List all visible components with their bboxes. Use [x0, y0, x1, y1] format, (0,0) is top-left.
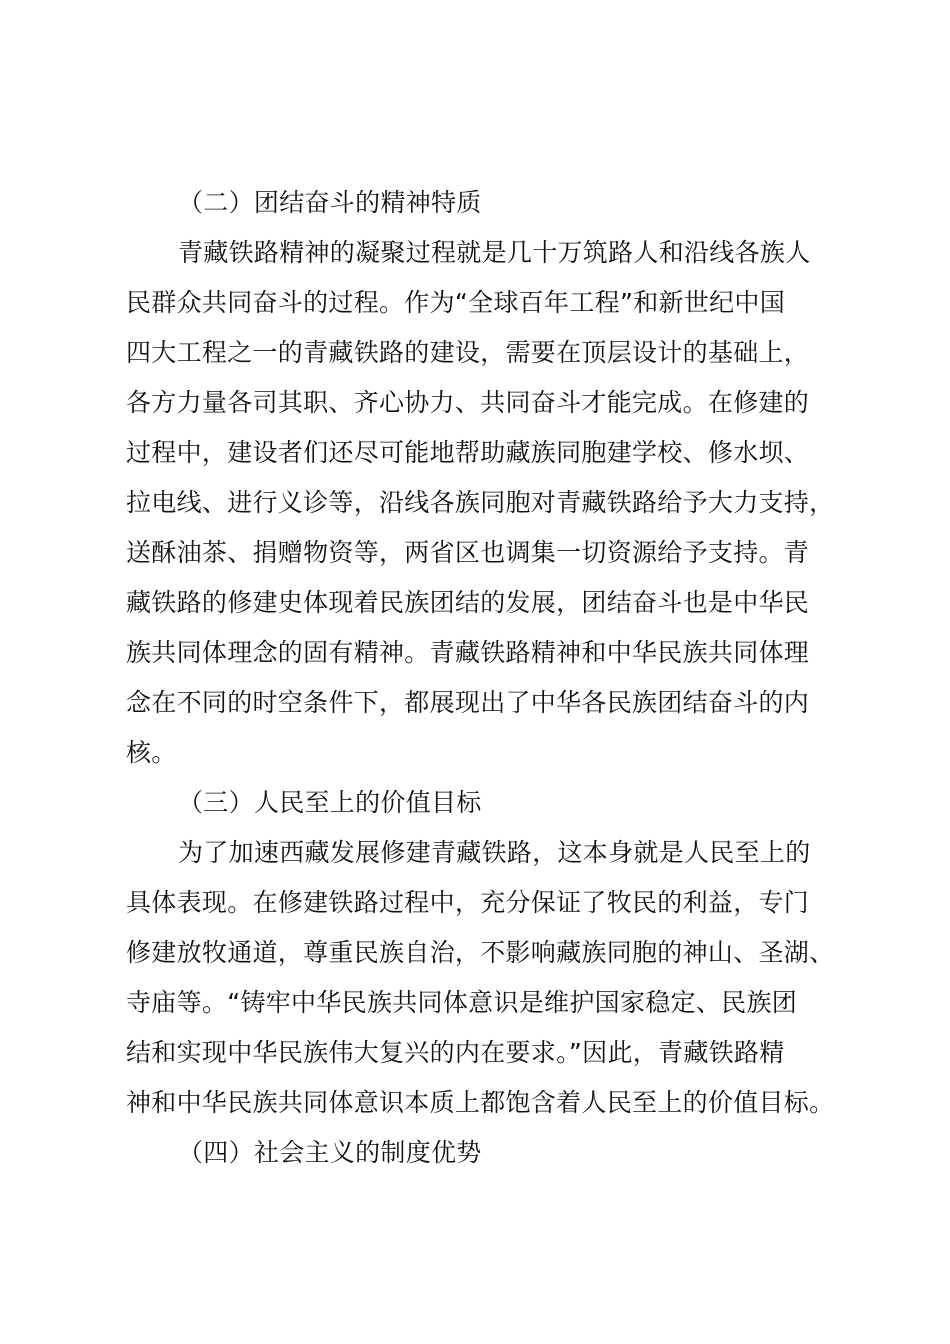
section-heading-2: （二）团结奋斗的精神特质	[178, 188, 482, 217]
section-heading-4: （四）社会主义的制度优势	[178, 1138, 482, 1167]
paragraph-line: 结和实现中华民族伟大复兴的内在要求。”因此，青藏铁路精	[126, 1038, 785, 1067]
paragraph-line: 核。	[126, 738, 177, 767]
section-heading-3: （三）人民至上的价值目标	[178, 788, 482, 817]
paragraph-line: 神和中华民族共同体意识本质上都饱含着人民至上的价值目标。	[126, 1088, 835, 1117]
paragraph-line: 各方力量各司其职、齐心协力、共同奋斗才能完成。在修建的	[126, 388, 810, 417]
paragraph-line: 藏铁路的修建史体现着民族团结的发展，团结奋斗也是中华民	[126, 588, 810, 617]
paragraph-line: 念在不同的时空条件下，都展现出了中华各民族团结奋斗的内	[126, 688, 810, 717]
paragraph-line: 修建放牧通道，尊重民族自治，不影响藏族同胞的神山、圣湖、	[126, 938, 835, 967]
paragraph-line: 青藏铁路精神的凝聚过程就是几十万筑路人和沿线各族人	[178, 238, 811, 267]
paragraph-line: 族共同体理念的固有精神。青藏铁路精神和中华民族共同体理	[126, 638, 810, 667]
paragraph-line: 具体表现。在修建铁路过程中，充分保证了牧民的利益，专门	[126, 888, 810, 917]
paragraph-line: 过程中，建设者们还尽可能地帮助藏族同胞建学校、修水坝、	[126, 438, 810, 467]
paragraph-line: 四大工程之一的青藏铁路的建设，需要在顶层设计的基础上，	[126, 338, 810, 367]
paragraph-line: 寺庙等。“铸牢中华民族共同体意识是维护国家稳定、民族团	[126, 988, 798, 1017]
paragraph-line: 拉电线、进行义诊等，沿线各族同胞对青藏铁路给予大力支持，	[126, 488, 835, 517]
paragraph-line: 为了加速西藏发展修建青藏铁路，这本身就是人民至上的	[178, 838, 811, 867]
paragraph-line: 送酥油茶、捐赠物资等，两省区也调集一切资源给予支持。青	[126, 538, 810, 567]
paragraph-line: 民群众共同奋斗的过程。作为“全球百年工程”和新世纪中国	[126, 288, 786, 317]
